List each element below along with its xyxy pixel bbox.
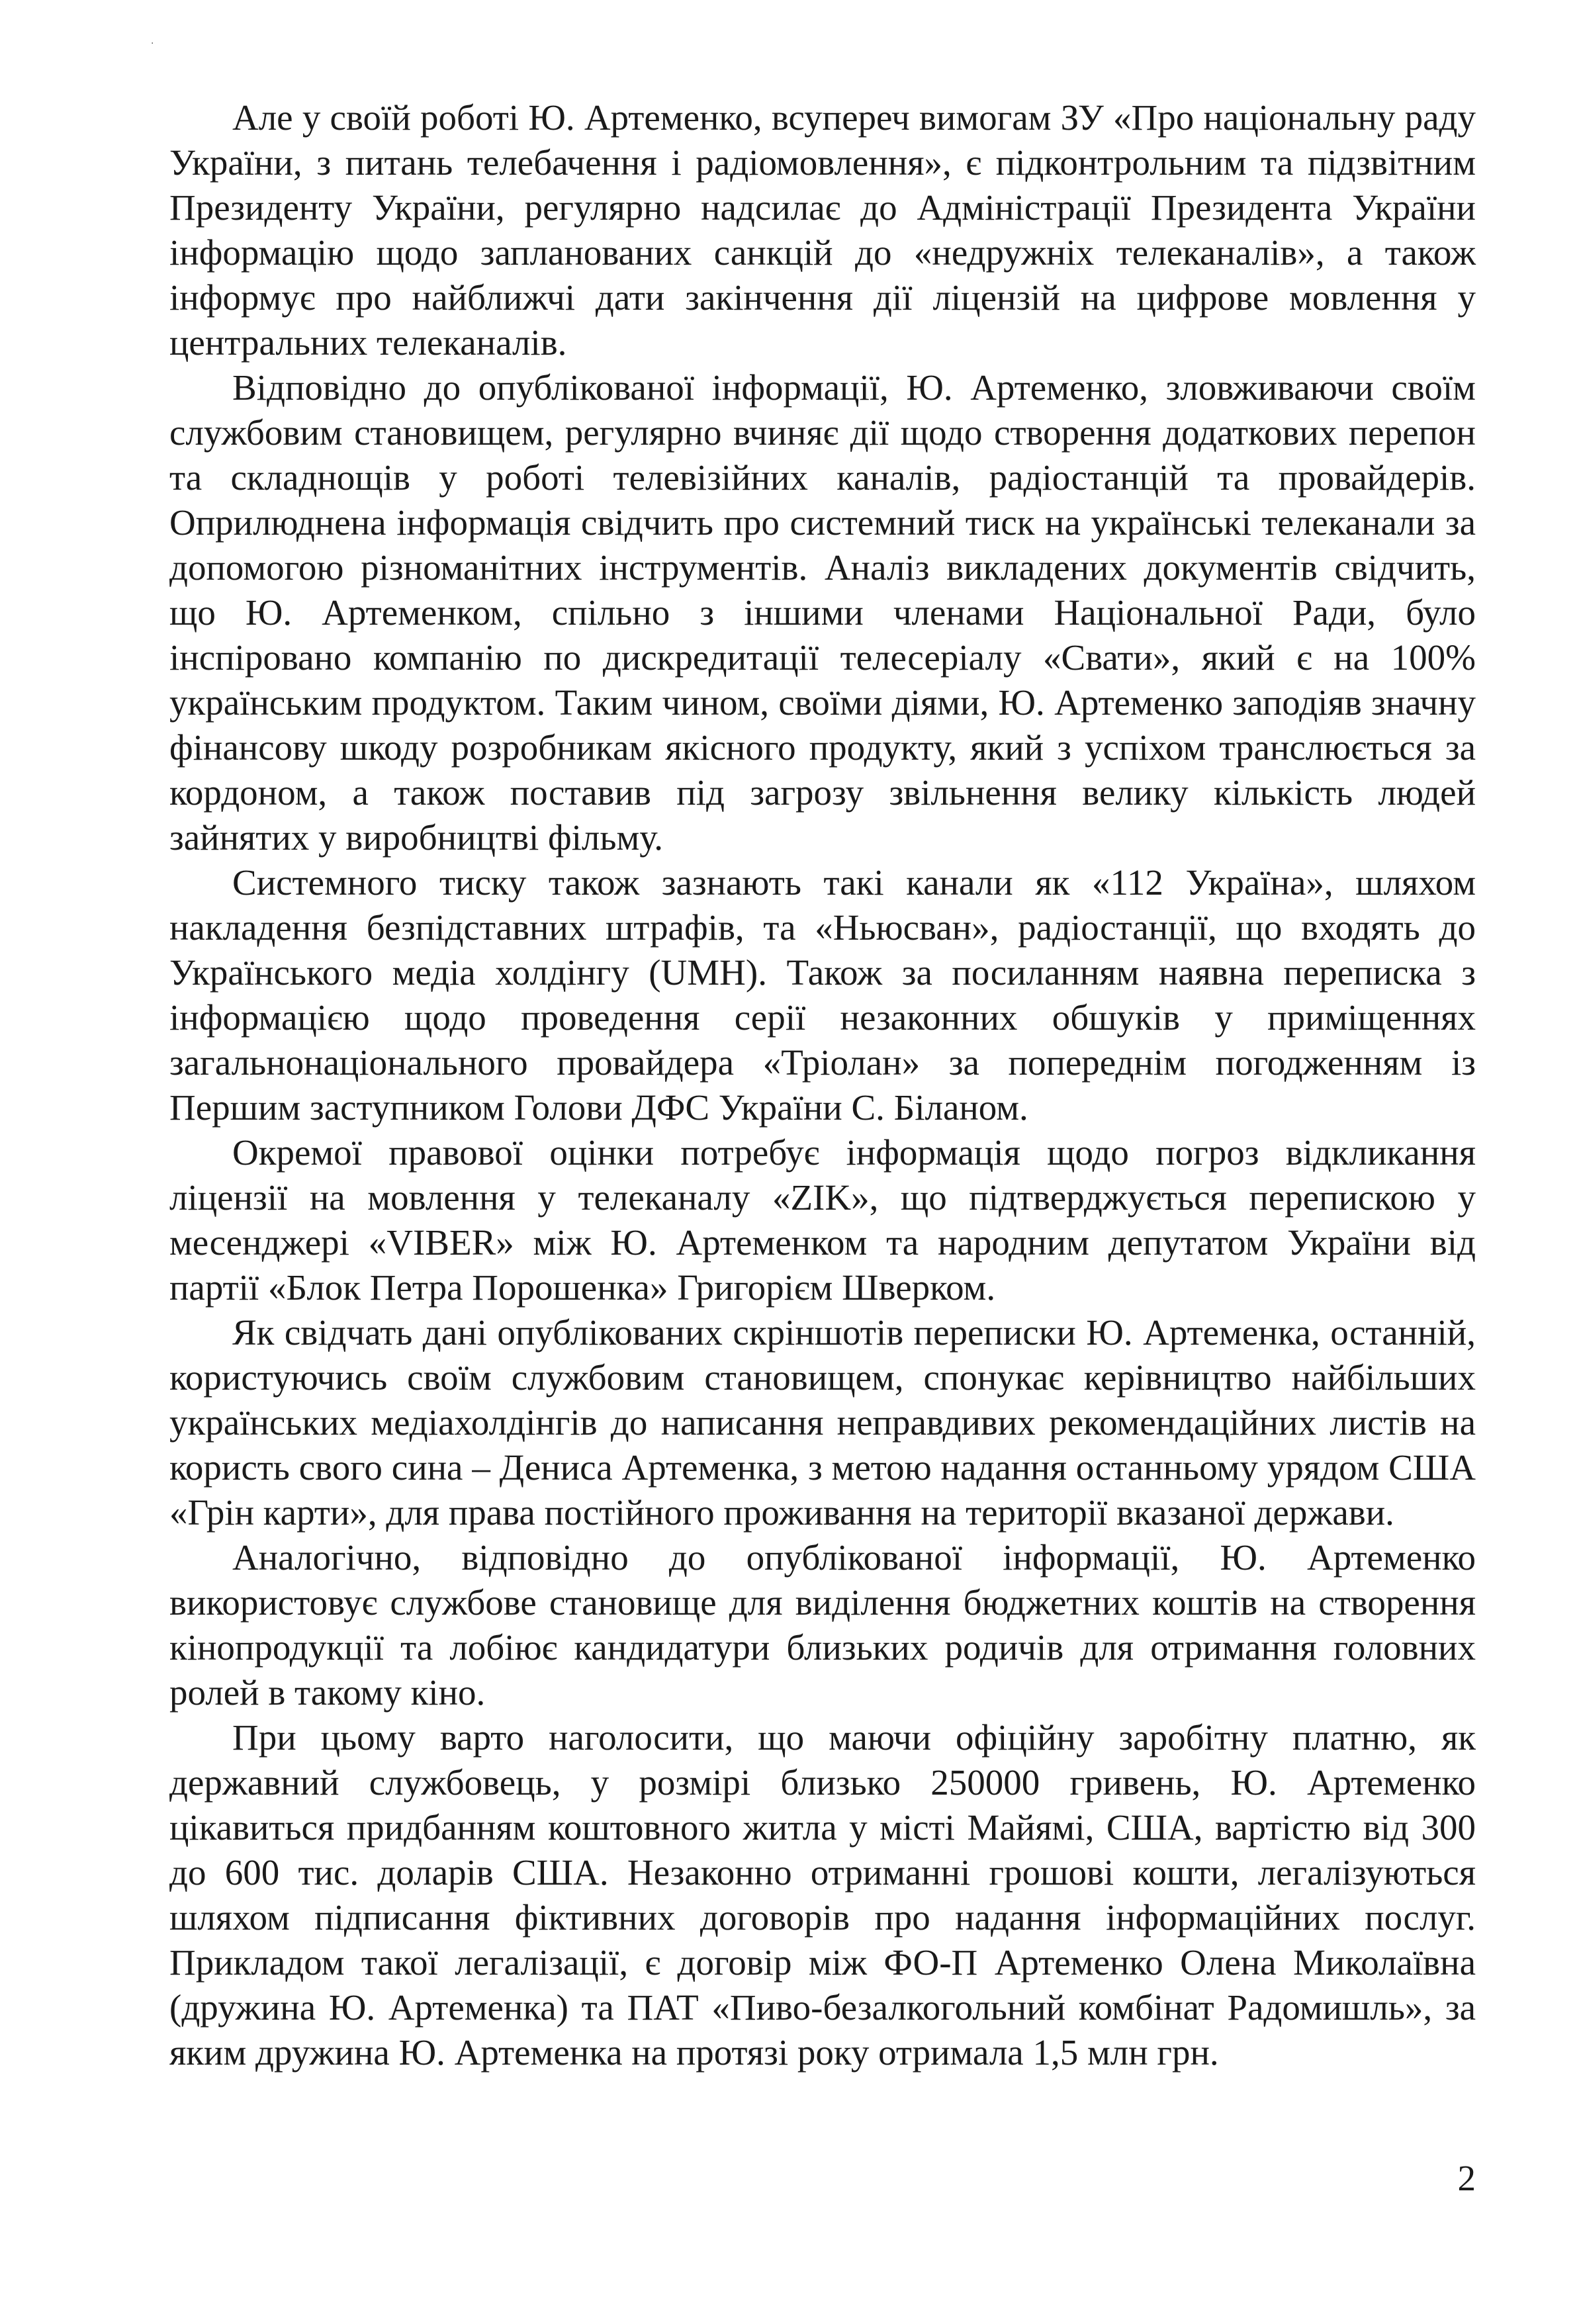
document-body <box>169 95 1476 2075</box>
paragraph-3: Системного тиску також зазнають такі канали як «112 Україна», шляхом накладення безпідставних штрафів, та «Ньюсван», радіостанції, що входять до Українського медіа холдінгу (UMH). Також за посиланням наявна переписка з інформацією щодо проведення серії незаконних обшуків у приміщеннях загальнонаціонального провайдера «Тріолан» за попереднім погодженням із Першим заступником Голови ДФС України С. Біланом. <box>169 862 1476 1128</box>
page-number: 2 <box>1457 2158 1476 2198</box>
paragraph-1: Але у своїй роботі Ю. Артеменко, всупереч вимогам ЗУ «Про національну раду України, з питань телебачення і радіомовлення», є підконтрольним та підзвітним Президенту України, регулярно надсилає до Адміністрації Президента України інформацію щодо запланованих санкцій до «недружніх телеканалів», а також інформує про найближчі дати закінчення дії ліцензій на цифрове мовлення у центральних телеканалів. <box>169 97 1476 363</box>
paragraph-4: Окремої правової оцінки потребує інформація щодо погроз відкликання ліцензії на мовлення у телеканалу «ZIK», що підтверджується перепискою у месенджері «VIBER» між Ю. Артеменком та народним депутатом України від партії «Блок Петра Порошенка» Григорієм Шверком. <box>169 1132 1476 1308</box>
paragraph-5: Як свідчать дані опублікованих скріншотів переписки Ю. Артеменка, останній, користуючись своїм службовим становищем, спонукає керівництво найбільших українських медіахолдінгів до написання неправдивих рекомендаційних листів на користь свого сина – Дениса Артеменка, з метою надання останньому урядом США «Грін карти», для права постійного проживання на території вказаної держави. <box>169 1312 1476 1533</box>
paragraph-7: При цьому варто наголосити, що маючи офіційну заробітну платню, як державний службовець, у розмірі близько 250000 гривень, Ю. Артеменко цікавиться придбанням коштовного житла у місті Майямі, США, вартістю від 300 до 600 тис. доларів США. Незаконно отриманні грошові кошти, легалізуються шляхом підписання фіктивних договорів про надання інформаційних послуг. Прикладом такої легалізації, є договір між ФО-П Артеменко Олена Миколаївна (дружина Ю. Артеменка) та ПАТ «Пиво-безалкогольний комбінат Радомишль», за яким дружина Ю. Артеменка на протязі року отримала 1,5 млн грн. <box>169 1717 1476 2073</box>
scan-mark: · <box>151 38 154 49</box>
paragraph-6: Аналогічно, відповідно до опублікованої інформації, Ю. Артеменко використовує службове становище для виділення бюджетних коштів на створення кінопродукції та лобіює кандидатури близьких родичів для отримання головних ролей в такому кіно. <box>169 1537 1476 1713</box>
paragraph-2: Відповідно до опублікованої інформації, Ю. Артеменко, зловживаючи своїм службовим становищем, регулярно вчиняє дії щодо створення додаткових перепон та складнощів у роботі телевізійних каналів, радіостанцій та провайдерів. Оприлюднена інформація свідчить про системний тиск на українські телеканали за допомогою різноманітних інструментів. Аналіз викладених документів свідчить, що Ю. Артеменком, спільно з іншими членами Національної Ради, було інспіровано компанію по дискредитації телесеріалу «Свати», який є на 100% українським продуктом. Таким чином, своїми діями, Ю. Артеменко заподіяв значну фінансову шкоду розробникам якісного продукту, який з успіхом транслюється за кордоном, а також поставив під загрозу звільнення велику кількість людей зайнятих у виробництві фільму. <box>169 367 1476 858</box>
